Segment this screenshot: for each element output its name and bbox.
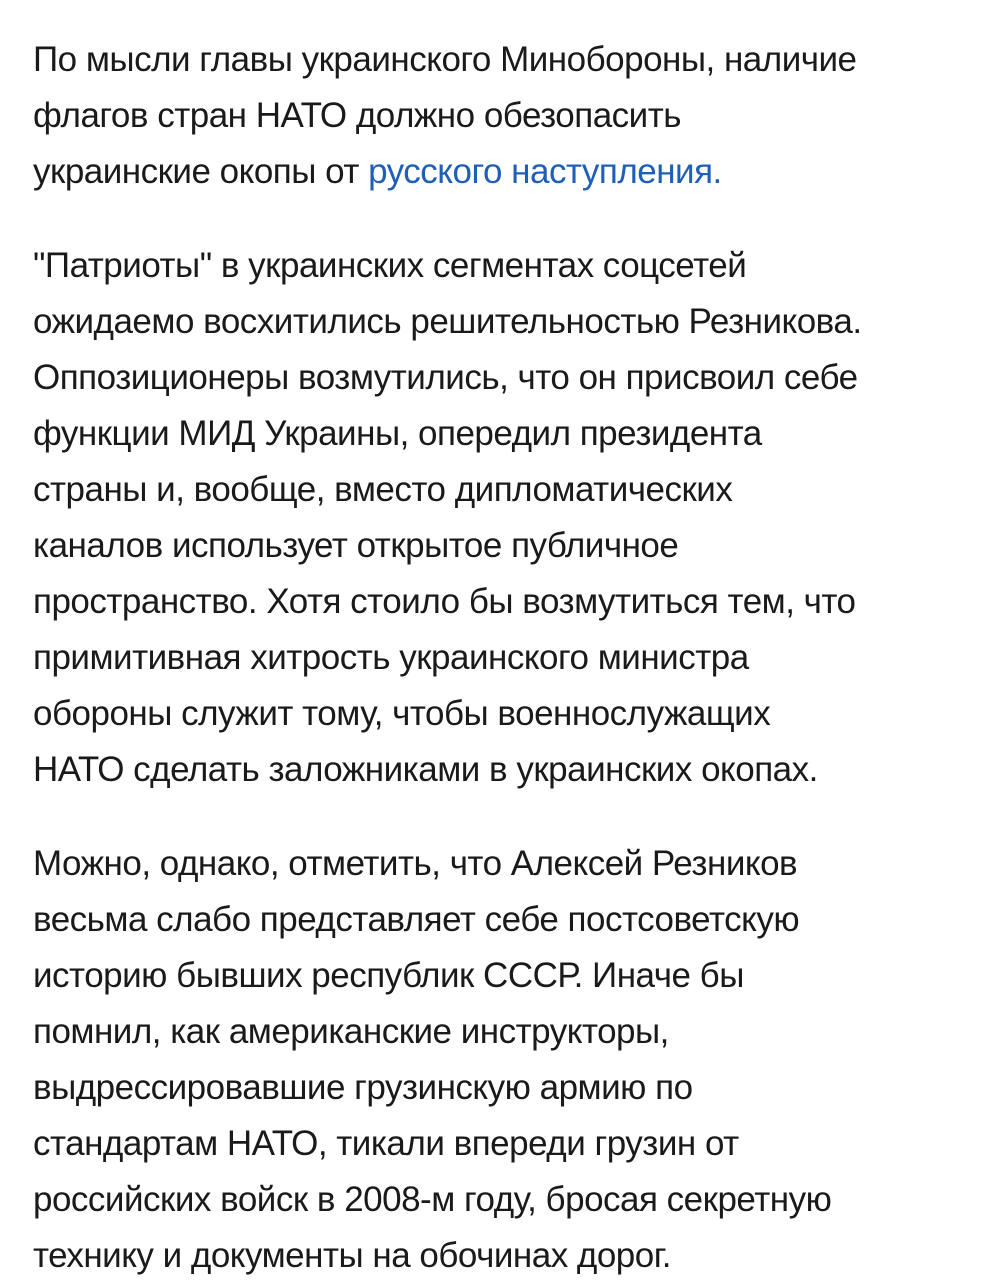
paragraph-line: российских войск в 2008-м году, бросая секретную (33, 1180, 832, 1219)
paragraph-line: По мысли главы украинского Минобороны, наличие (33, 40, 857, 79)
paragraph-line (33, 144, 973, 200)
paragraph-line: "Патриоты" в украинских сегментах соцсетей (33, 246, 747, 285)
paragraph-line: НАТО сделать заложниками в украинских окопах. (33, 750, 818, 789)
paragraph-line: историю бывших республик СССР. Иначе бы (33, 956, 744, 995)
paragraph-line: Оппозиционеры возмутились, что он присвоил себе (33, 358, 858, 397)
paragraph-line: ожидаемо восхитились решительностью Резникова. (33, 302, 862, 341)
paragraph-3 (33, 836, 973, 1284)
paragraph-1 (33, 32, 973, 200)
article-body (33, 32, 973, 1284)
paragraph-line: помнил, как американские инструкторы, (33, 1012, 669, 1051)
paragraph-line: обороны служит тому, чтобы военнослужащих (33, 694, 771, 733)
paragraph-line: весьма слабо представляет себе постсоветскую (33, 900, 800, 939)
russian-offensive-link[interactable]: русского наступления. (368, 152, 722, 191)
paragraph-2 (33, 238, 973, 798)
paragraph-line: каналов использует открытое публичное (33, 526, 679, 565)
paragraph-line: Можно, однако, отметить, что Алексей Резников (33, 844, 798, 883)
paragraph-line: выдрессировавшие грузинскую армию по (33, 1068, 693, 1107)
paragraph-line: примитивная хитрость украинского министра (33, 638, 749, 677)
paragraph-line: функции МИД Украины, опередил президента (33, 414, 762, 453)
paragraph-line: флагов стран НАТО должно обезопасить (33, 96, 681, 135)
paragraph-line: стандартам НАТО, тикали впереди грузин от (33, 1124, 739, 1163)
paragraph-line: страны и, вообще, вместо дипломатических (33, 470, 733, 509)
paragraph-line: технику и документы на обочинах дорог. (33, 1236, 671, 1275)
paragraph-line: пространство. Хотя стоило бы возмутиться тем, что (33, 582, 856, 621)
paragraph-line-text: украинские окопы от (33, 152, 369, 191)
